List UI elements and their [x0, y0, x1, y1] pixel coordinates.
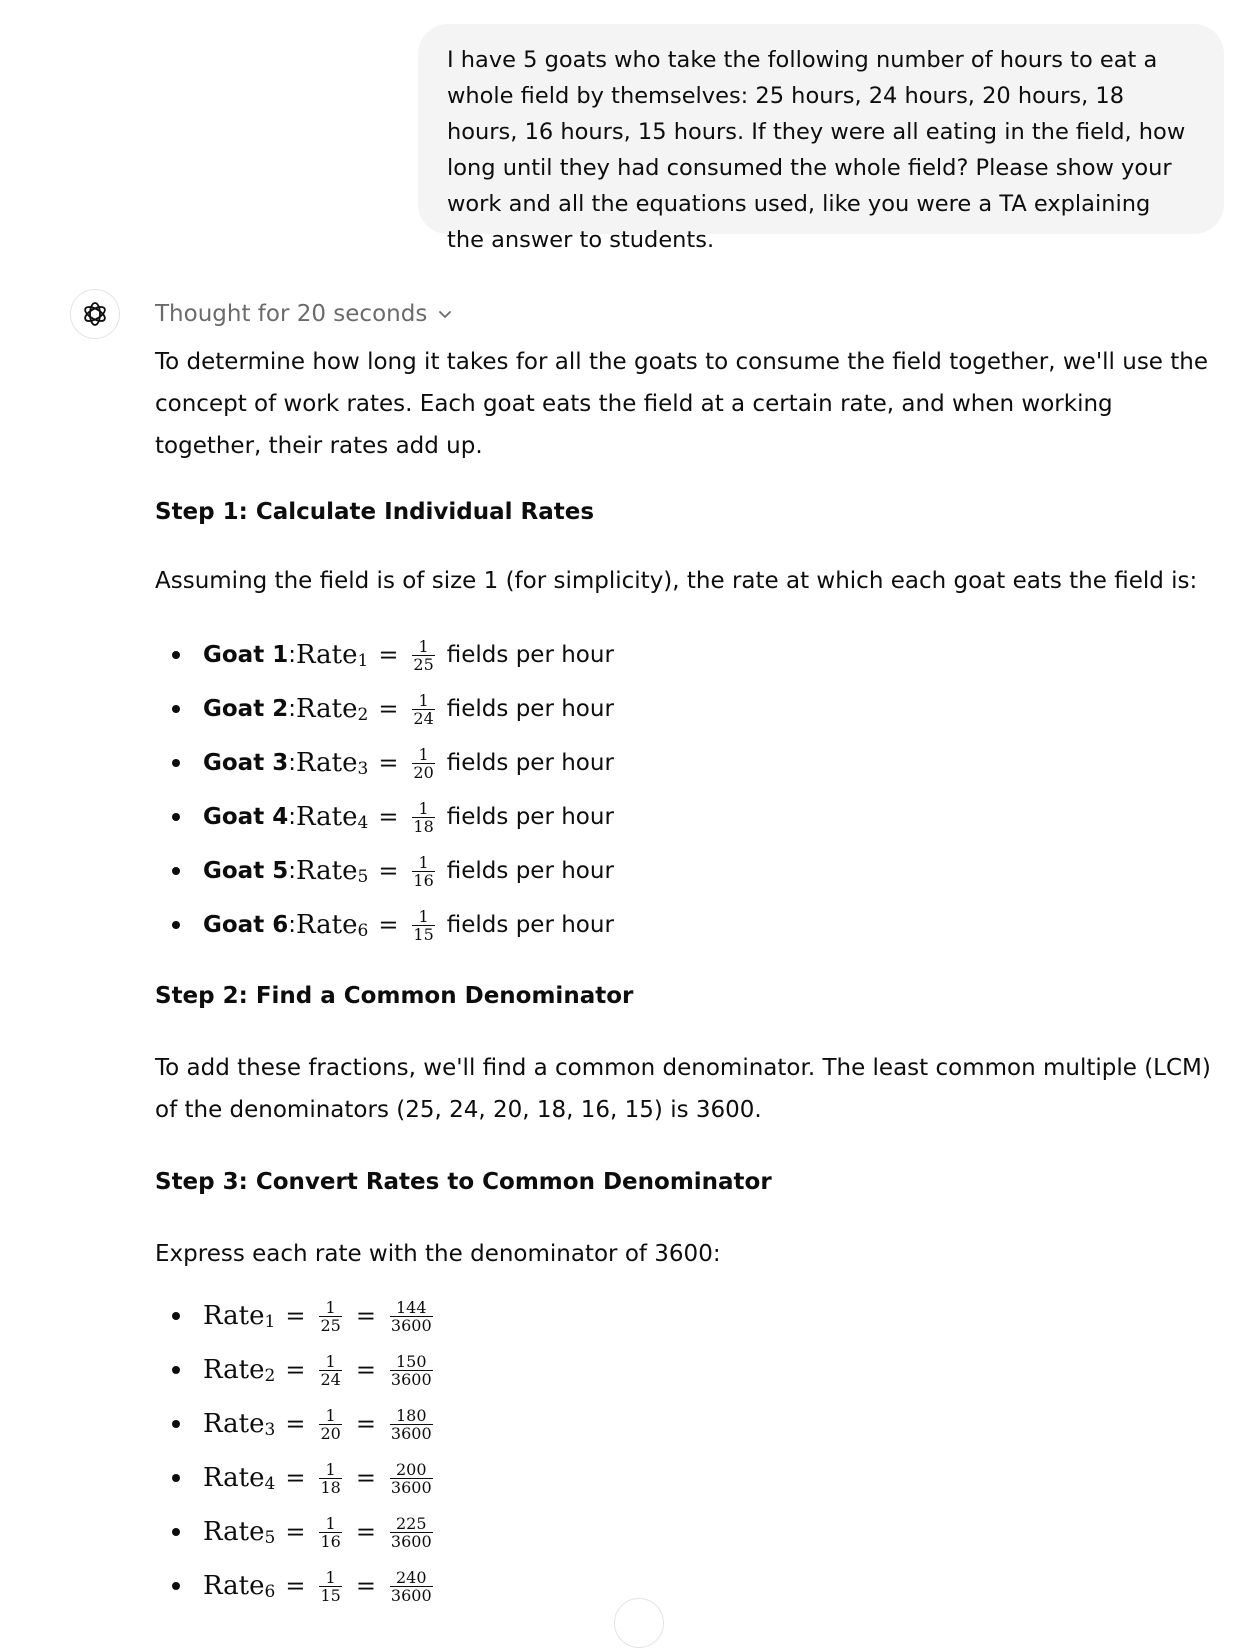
fraction	[390, 1407, 433, 1442]
fraction	[412, 854, 434, 889]
rate-unit: fields per hour	[446, 750, 614, 776]
fraction	[390, 1461, 433, 1496]
list-item	[155, 682, 614, 736]
fraction	[319, 1569, 341, 1604]
thought-label: Thought for 20 seconds	[155, 301, 428, 327]
fraction-denominator: 16	[413, 870, 434, 890]
scroll-down-button[interactable]	[614, 1598, 664, 1648]
equals-sign: =	[285, 1356, 306, 1384]
list-item	[155, 736, 614, 790]
list-item	[155, 898, 614, 952]
step2-heading: Step 2: Find a Common Denominator	[155, 983, 634, 1009]
fraction	[319, 1407, 341, 1442]
equals-sign: =	[378, 911, 399, 939]
equals-sign: =	[285, 1302, 306, 1330]
equals-sign: =	[355, 1302, 376, 1330]
rate-symbol: Rate	[295, 910, 358, 940]
equals-sign: =	[285, 1464, 306, 1492]
step3-rate-list	[155, 1289, 437, 1613]
equals-sign: =	[355, 1518, 376, 1546]
rate-symbol: Rate	[295, 802, 358, 832]
equals-sign: =	[378, 749, 399, 777]
fraction-numerator: 1	[418, 852, 429, 872]
thought-toggle[interactable]	[155, 296, 453, 332]
fraction-numerator: 1	[418, 690, 429, 710]
rate-unit: fields per hour	[446, 696, 614, 722]
goat-label: Goat 6	[203, 912, 289, 938]
fraction-denominator: 20	[320, 1423, 341, 1443]
fraction-numerator: 1	[325, 1351, 336, 1371]
fraction	[390, 1515, 433, 1550]
fraction-numerator: 200	[396, 1459, 427, 1479]
equals-sign: =	[285, 1410, 306, 1438]
rate-unit: fields per hour	[446, 858, 614, 884]
equals-sign: =	[378, 803, 399, 831]
intro-paragraph: To determine how long it takes for all the goats to consume the field together, we'll use the concept of work rates. Each goat eats the field at a certain rate, and when working together, their rates add up.	[155, 349, 1209, 459]
goat-separator: :	[288, 696, 296, 722]
list-item	[155, 790, 614, 844]
fraction-denominator: 15	[413, 924, 434, 944]
fraction-denominator: 25	[413, 654, 434, 674]
fraction-numerator: 150	[396, 1351, 427, 1371]
goat-label: Goat 3	[203, 750, 289, 776]
fraction-numerator: 225	[396, 1513, 427, 1533]
step1-heading: Step 1: Calculate Individual Rates	[155, 499, 595, 525]
rate-symbol: Rate	[295, 856, 358, 886]
fraction-numerator: 1	[418, 636, 429, 656]
rate-subscript: 1	[264, 1312, 276, 1332]
rate-subscript: 5	[264, 1528, 276, 1548]
fraction	[412, 692, 434, 727]
goat-separator: :	[288, 804, 296, 830]
fraction	[319, 1299, 341, 1334]
goat-label: Goat 4	[203, 804, 289, 830]
fraction-numerator: 1	[418, 744, 429, 764]
equals-sign: =	[285, 1518, 306, 1546]
fraction	[412, 638, 434, 673]
rate-subscript: 5	[357, 867, 369, 887]
fraction-denominator: 18	[320, 1477, 341, 1497]
fraction-numerator: 1	[325, 1297, 336, 1317]
fraction-numerator: 1	[325, 1513, 336, 1533]
equals-sign: =	[378, 695, 399, 723]
equals-sign: =	[378, 857, 399, 885]
fraction-denominator: 18	[413, 816, 434, 836]
fraction-numerator: 1	[325, 1567, 336, 1587]
list-item	[155, 628, 614, 682]
step1-rate-list	[155, 628, 614, 952]
fraction-denominator: 24	[320, 1369, 341, 1389]
fraction	[319, 1353, 341, 1388]
rate-subscript: 6	[264, 1582, 276, 1602]
equals-sign: =	[355, 1572, 376, 1600]
fraction-denominator: 3600	[390, 1477, 432, 1497]
user-message-text: I have 5 goats who take the following number of hours to eat a whole field by themselves: 25 hours, 24 hours, 20 hours, 18 hours, 16 hours, 15 hours. If they were all eating in the field, how long until they had consumed the whole field? Please show your work and all the equations used, like you were a TA explaining the answer to students.	[447, 47, 1186, 253]
step2-text: To add these fractions, we'll find a common denominator. The least common multiple (LCM) of the denominators (25, 24, 20, 18, 16, 15) is 3600.	[155, 1055, 1211, 1123]
rate-symbol: Rate	[295, 694, 358, 724]
fraction	[390, 1299, 433, 1334]
list-item	[155, 1397, 437, 1451]
rate-symbol: Rate	[203, 1301, 265, 1331]
fraction	[319, 1461, 341, 1496]
rate-symbol: Rate	[203, 1463, 265, 1493]
openai-logo-icon	[80, 299, 110, 329]
fraction	[412, 908, 434, 943]
fraction-numerator: 144	[396, 1297, 427, 1317]
fraction-numerator: 1	[418, 798, 429, 818]
fraction-denominator: 20	[413, 762, 434, 782]
rate-symbol: Rate	[203, 1409, 265, 1439]
fraction	[390, 1569, 433, 1604]
user-message-bubble	[418, 24, 1224, 253]
rate-symbol: Rate	[295, 640, 358, 670]
fraction-denominator: 3600	[390, 1531, 432, 1551]
equals-sign: =	[355, 1356, 376, 1384]
rate-subscript: 4	[264, 1474, 276, 1494]
rate-subscript: 2	[357, 705, 369, 725]
rate-subscript: 6	[357, 921, 369, 941]
chevron-down-icon	[437, 306, 453, 322]
goat-separator: :	[288, 642, 296, 668]
step1-text: Assuming the field is of size 1 (for simplicity), the rate at which each goat eats the field is:	[155, 568, 1198, 594]
rate-symbol: Rate	[203, 1571, 265, 1601]
list-item	[155, 1289, 437, 1343]
goat-label: Goat 5	[203, 858, 289, 884]
fraction	[319, 1515, 341, 1550]
fraction-denominator: 3600	[390, 1585, 432, 1605]
step3-heading: Step 3: Convert Rates to Common Denominator	[155, 1169, 772, 1195]
fraction-numerator: 1	[418, 906, 429, 926]
rate-subscript: 3	[357, 759, 369, 779]
rate-unit: fields per hour	[446, 642, 614, 668]
fraction	[412, 800, 434, 835]
goat-label: Goat 1	[203, 642, 289, 668]
rate-symbol: Rate	[203, 1517, 265, 1547]
fraction-numerator: 1	[325, 1459, 336, 1479]
rate-subscript: 2	[264, 1366, 276, 1386]
fraction-denominator: 16	[320, 1531, 341, 1551]
rate-subscript: 4	[357, 813, 369, 833]
step3-text: Express each rate with the denominator of 3600:	[155, 1241, 721, 1267]
list-item	[155, 844, 614, 898]
rate-symbol: Rate	[295, 748, 358, 778]
fraction-numerator: 240	[396, 1567, 427, 1587]
fraction-denominator: 3600	[390, 1369, 432, 1389]
rate-symbol: Rate	[203, 1355, 265, 1385]
goat-label: Goat 2	[203, 696, 289, 722]
goat-separator: :	[288, 912, 296, 938]
rate-subscript: 1	[357, 651, 369, 671]
equals-sign: =	[355, 1464, 376, 1492]
rate-unit: fields per hour	[446, 804, 614, 830]
list-item	[155, 1343, 437, 1397]
fraction-numerator: 180	[396, 1405, 427, 1425]
fraction	[390, 1353, 433, 1388]
fraction-denominator: 3600	[390, 1315, 432, 1335]
fraction-denominator: 15	[320, 1585, 341, 1605]
rate-subscript: 3	[264, 1420, 276, 1440]
fraction-denominator: 3600	[390, 1423, 432, 1443]
equals-sign: =	[378, 641, 399, 669]
fraction-denominator: 24	[413, 708, 434, 728]
list-item	[155, 1505, 437, 1559]
equals-sign: =	[355, 1410, 376, 1438]
goat-separator: :	[288, 858, 296, 884]
equals-sign: =	[285, 1572, 306, 1600]
fraction	[412, 746, 434, 781]
assistant-avatar	[70, 289, 120, 339]
list-item	[155, 1451, 437, 1505]
fraction-denominator: 25	[320, 1315, 341, 1335]
rate-unit: fields per hour	[446, 912, 614, 938]
goat-separator: :	[288, 750, 296, 776]
list-item	[155, 1559, 437, 1613]
fraction-numerator: 1	[325, 1405, 336, 1425]
